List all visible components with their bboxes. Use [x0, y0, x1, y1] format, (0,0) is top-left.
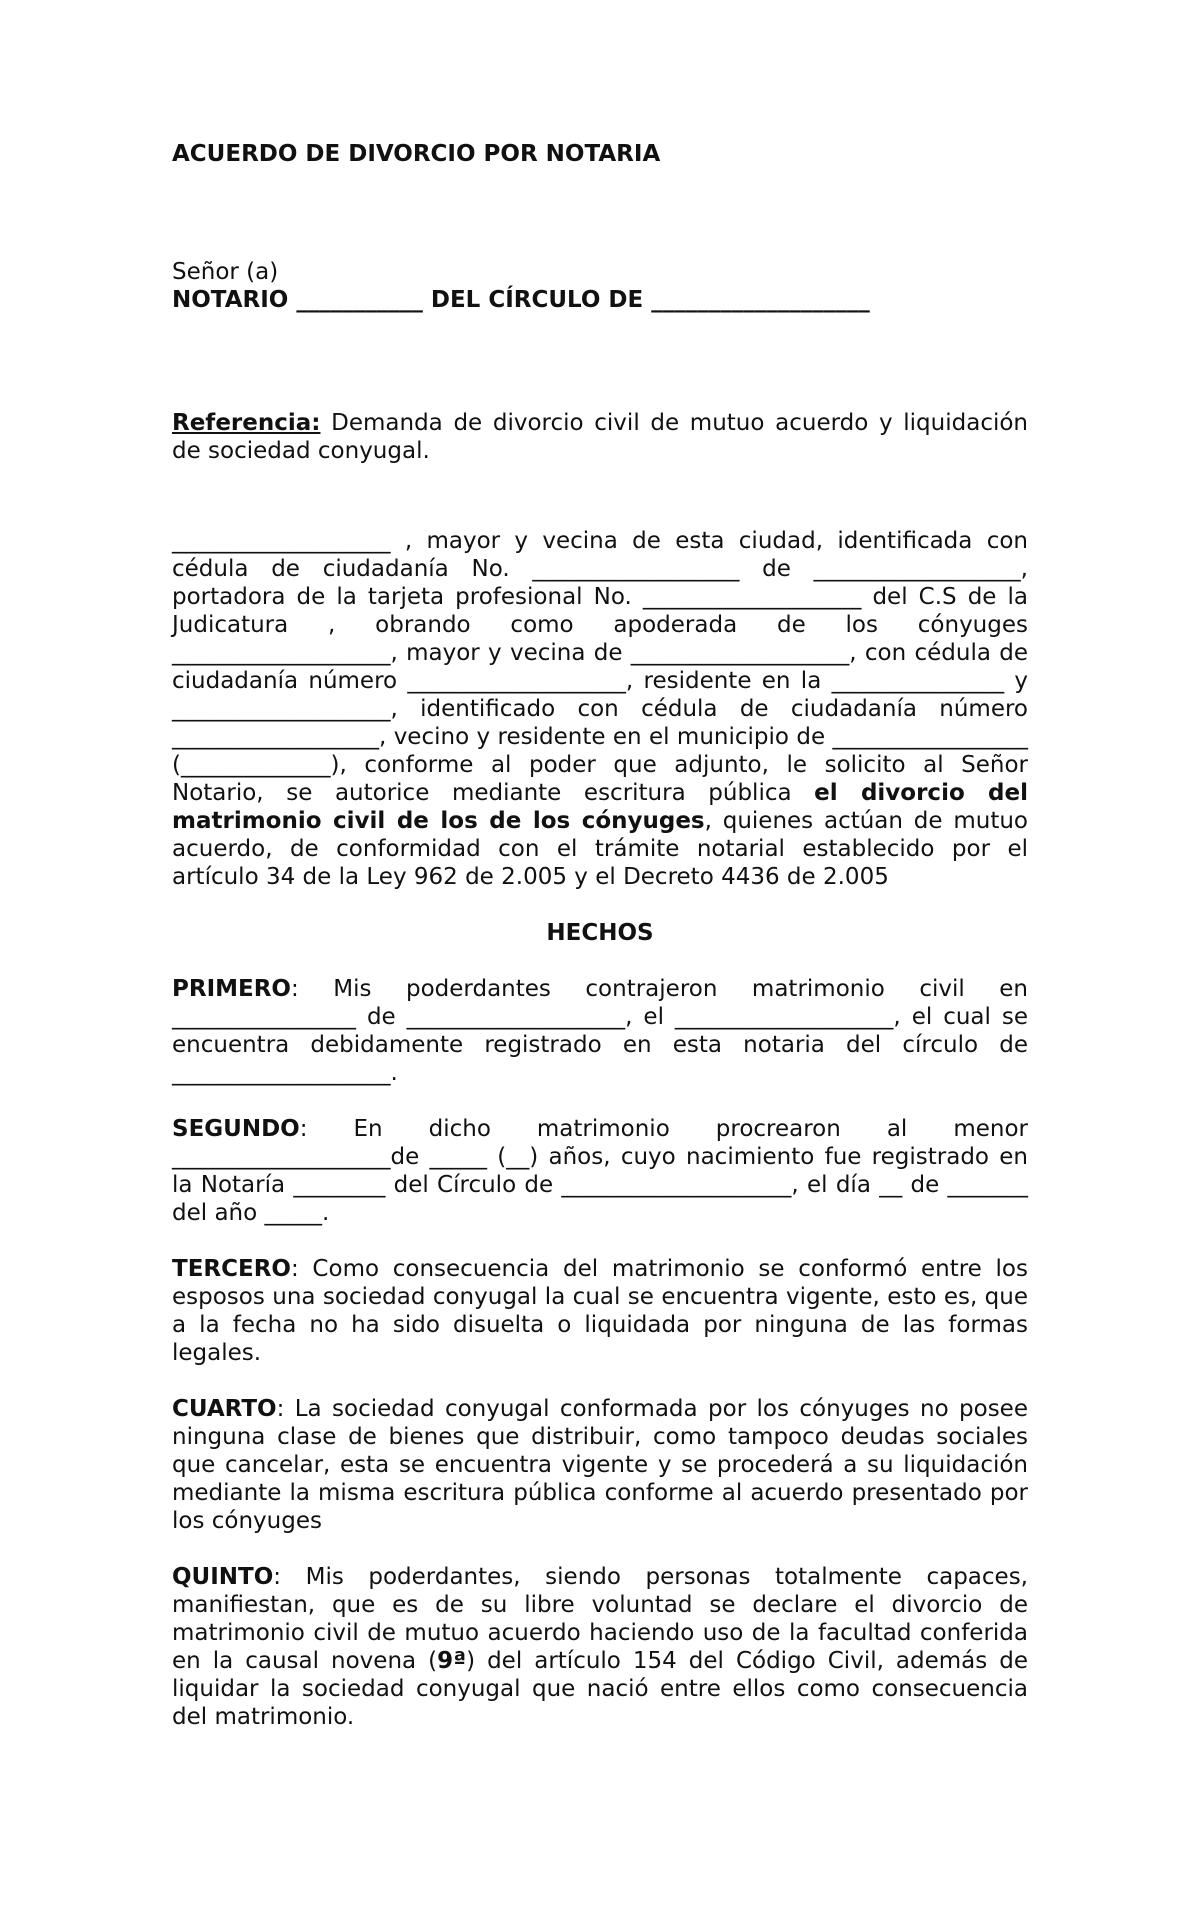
- fact-text: : En dicho matrimonio procrearon al menor ___________________de _____ (__) años, cuyo nacimiento fue registrado en la Notaría ________ del Círculo de ____________________, el día __ de _______ del año _____.: [172, 1116, 1028, 1226]
- fact-text: : Como consecuencia del matrimonio se conformó entre los esposos una sociedad conyugal la cual se encuentra vigente, esto es, que a la fecha no ha sido disuelta o liquidada por ninguna de las formas legales.: [172, 1256, 1028, 1366]
- fact-text-1: : Mis poderdantes, siendo personas totalmente capaces, manifiestan, que es de su libre voluntad se declare el divorcio de matrimonio civil de mutuo acuerdo haciendo uso de la facultad conferida en la causal novena (: [172, 1564, 1028, 1674]
- notary-blank: ___________: [296, 287, 423, 313]
- intro-bold-text: el divorcio del matrimonio civil de los de los cónyuges: [172, 780, 1028, 834]
- fact-segundo: [172, 1115, 1028, 1227]
- reference-text: Demanda de divorcio civil de mutuo acuerdo y liquidación de sociedad conyugal.: [172, 410, 1028, 464]
- fact-label: TERCERO: [172, 1256, 291, 1282]
- fact-text: : Mis poderdantes contrajeron matrimonio civil en ________________ de ___________________, el ___________________, el cual se encuentra debidamente registrado en esta notaria del círculo de ___________________.: [172, 976, 1028, 1086]
- fact-bold-ordinal: 9ª: [437, 1648, 467, 1674]
- intro-paragraph: [172, 527, 1028, 891]
- fact-label: SEGUNDO: [172, 1116, 300, 1142]
- section-heading: HECHOS: [546, 920, 654, 946]
- notary-line: [172, 286, 1028, 314]
- circle-blank: ___________________: [651, 287, 870, 313]
- addressee-salutation: Señor (a): [172, 259, 279, 285]
- reference-paragraph: [172, 409, 1028, 465]
- circle-prefix: DEL CÍRCULO DE: [422, 287, 652, 313]
- intro-text-1: ___________________ , mayor y vecina de esta ciudad, identificada con cédula de ciudadanía No. __________________ de __________________, portadora de la tarjeta profesional No. ___________________ del C.S de la Judicatura , obrando como apoderada de los cónyuges ___________________, mayor y vecina de ___________________, con cédula de ciudadanía número ___________________, residente en la _______________ y ___________________, identificado con cédula de ciudadanía número __________________, vecino y residente en el municipio de _________________ (_____________), conforme al poder que adjunto, le solicito al Señor Notario, se autorice mediante escritura pública: [172, 528, 1028, 806]
- fact-text: : La sociedad conyugal conformada por los cónyuges no posee ninguna clase de bienes que distribuir, como tampoco deudas sociales que cancelar, esta se encuentra vigente y se procederá a su liquidación mediante la misma escritura pública conforme al acuerdo presentado por los cónyuges: [172, 1396, 1028, 1534]
- document-title: ACUERDO DE DIVORCIO POR NOTARIA: [172, 141, 661, 167]
- fact-label: PRIMERO: [172, 976, 291, 1002]
- fact-cuarto: [172, 1395, 1028, 1535]
- fact-quinto: [172, 1563, 1028, 1731]
- intro-text-2: , quienes actúan de mutuo acuerdo, de conformidad con el trámite notarial establecido por el artículo 34 de la Ley 962 de 2.005 y el Decreto 4436 de 2.005: [172, 808, 1028, 890]
- addressee-block: [172, 258, 1028, 314]
- fact-label: CUARTO: [172, 1396, 277, 1422]
- document-body: [172, 140, 1028, 1759]
- fact-primero: [172, 975, 1028, 1087]
- fact-text-2: ) del artículo 154 del Código Civil, además de liquidar la sociedad conyugal que nació entre ellos como consecuencia del matrimonio.: [172, 1648, 1029, 1730]
- reference-label: Referencia:: [172, 410, 321, 436]
- fact-label: QUINTO: [172, 1564, 274, 1590]
- notary-prefix: NOTARIO: [172, 287, 297, 313]
- fact-tercero: [172, 1255, 1028, 1367]
